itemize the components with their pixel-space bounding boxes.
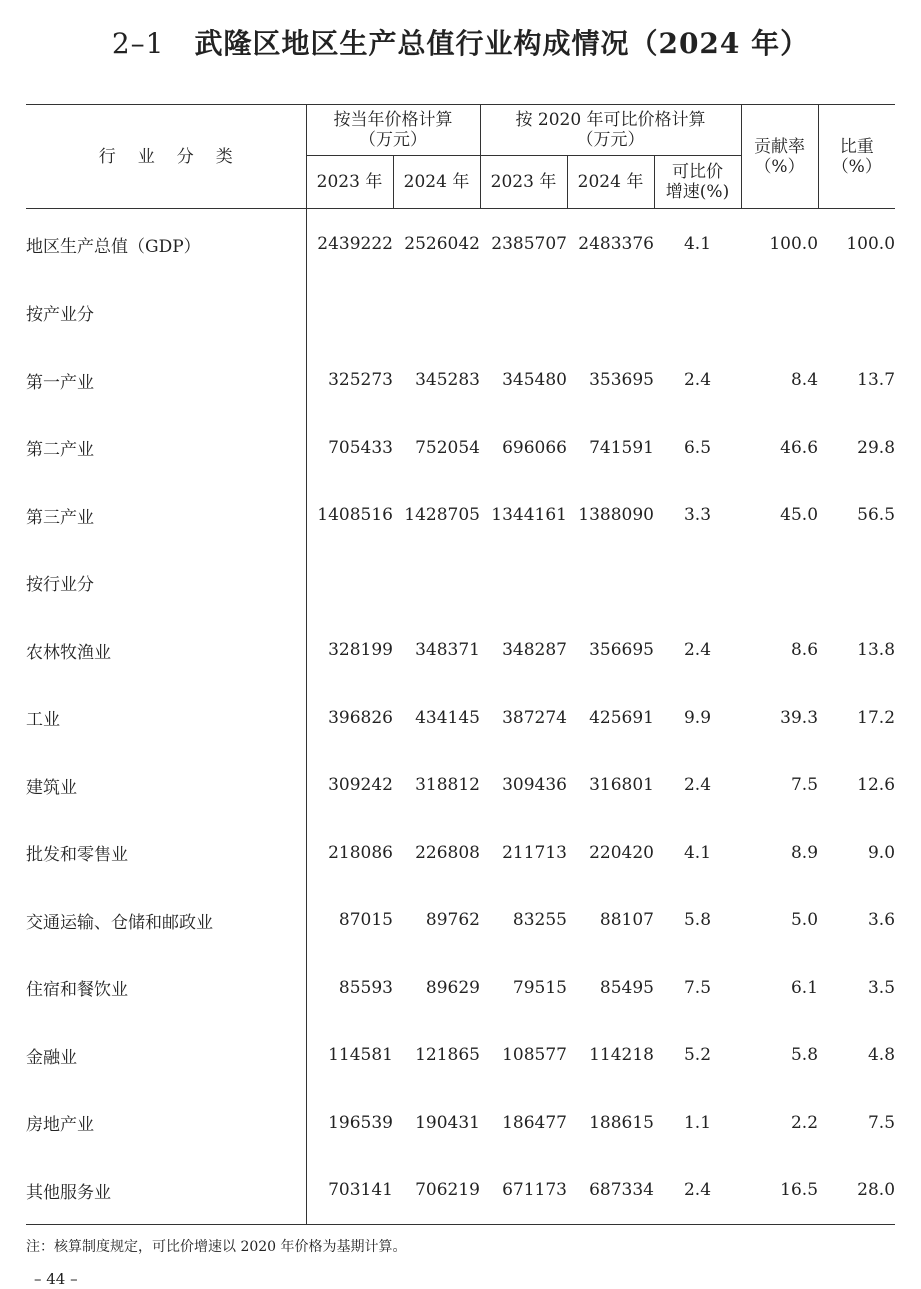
cell-comparable-2023: 671173 [502, 1180, 567, 1201]
cell-current-2024 [393, 279, 480, 347]
header-growth [654, 156, 741, 209]
header-current-price [306, 105, 480, 156]
cell-growth: 9.9 [683, 707, 712, 728]
cell-comparable-2023: 83255 [512, 910, 567, 931]
cell-share: 3.6 [867, 910, 896, 931]
header-share-label: 比重 [839, 136, 874, 157]
header-contribution-unit: （%） [754, 156, 805, 177]
cell-current-2023: 328199 [328, 640, 393, 661]
row-label: 第二产业 [26, 414, 306, 482]
table-row [26, 1089, 895, 1157]
row-label: 批发和零售业 [26, 819, 306, 887]
cell-comparable-2023: 696066 [502, 437, 567, 458]
header-comparable-2023: 2023 年 [480, 156, 567, 209]
cell-growth: 5.8 [683, 910, 712, 931]
cell-comparable-2024: 316801 [589, 775, 654, 796]
header-comparable-price [480, 105, 741, 156]
cell-contribution: 46.6 [780, 437, 819, 458]
table-row [26, 819, 895, 887]
table-row [26, 347, 895, 415]
cell-growth: 1.1 [683, 1112, 712, 1133]
cell-contribution: 45.0 [780, 505, 819, 526]
table-row [26, 482, 895, 550]
header-comparable-2024: 2024 年 [567, 156, 654, 209]
table-row [26, 414, 895, 482]
cell-current-2024 [393, 549, 480, 617]
cell-growth [654, 279, 741, 347]
cell-current-2023 [306, 549, 393, 617]
cell-growth [654, 549, 741, 617]
table-number: 2–1 [111, 27, 165, 60]
page-title [0, 22, 921, 62]
cell-growth: 2.4 [683, 775, 712, 796]
cell-comparable-2023: 348287 [502, 640, 567, 661]
cell-contribution: 5.0 [790, 910, 819, 931]
cell-share: 100.0 [846, 234, 896, 254]
cell-current-2023: 196539 [328, 1112, 393, 1133]
cell-comparable-2023: 79515 [512, 977, 567, 998]
cell-contribution: 16.5 [780, 1180, 819, 1201]
cell-contribution: 5.8 [790, 1045, 819, 1066]
cell-comparable-2023: 387274 [502, 707, 567, 728]
cell-contribution: 39.3 [780, 707, 819, 728]
cell-current-2023: 85593 [338, 977, 393, 998]
cell-comparable-2024: 353695 [589, 370, 654, 391]
row-label: 农林牧渔业 [26, 617, 306, 685]
row-label: 交通运输、仓储和邮政业 [26, 887, 306, 955]
cell-contribution: 6.1 [790, 977, 819, 998]
cell-comparable-2024 [567, 279, 654, 347]
cell-current-2024: 2526042 [404, 234, 480, 254]
cell-growth: 2.4 [683, 370, 712, 391]
header-share-unit: （%） [831, 156, 882, 177]
cell-share [818, 549, 895, 617]
header-current-price-label: 按当年价格计算 [333, 110, 453, 130]
cell-share: 28.0 [857, 1180, 896, 1201]
header-category: 行业分类 [26, 105, 306, 209]
row-label: 房地产业 [26, 1089, 306, 1157]
cell-growth: 6.5 [683, 437, 712, 458]
table-row [26, 1022, 895, 1090]
row-label: 第一产业 [26, 347, 306, 415]
header-contribution [741, 105, 818, 209]
cell-current-2024: 434145 [415, 707, 480, 728]
header-comparable-price-label: 按 2020 年可比价格计算 [515, 110, 706, 130]
cell-comparable-2023 [480, 549, 567, 617]
cell-current-2024: 706219 [415, 1180, 480, 1201]
cell-comparable-2024: 356695 [589, 640, 654, 661]
cell-comparable-2024: 425691 [589, 707, 654, 728]
cell-contribution: 8.6 [790, 640, 819, 661]
cell-share: 17.2 [857, 707, 896, 728]
cell-current-2024: 121865 [415, 1045, 480, 1066]
table-row-gdp [26, 209, 895, 280]
section-label: 按行业分 [26, 549, 306, 617]
header-growth-label: 可比价 [672, 162, 723, 182]
row-label: 建筑业 [26, 752, 306, 820]
cell-share: 13.7 [857, 370, 896, 391]
table-row [26, 954, 895, 1022]
cell-share: 29.8 [857, 437, 896, 458]
cell-share: 9.0 [867, 842, 896, 863]
table-row [26, 684, 895, 752]
cell-contribution: 8.9 [790, 842, 819, 863]
cell-current-2023: 703141 [328, 1180, 393, 1201]
cell-current-2024: 752054 [415, 437, 480, 458]
row-label: 住宿和餐饮业 [26, 954, 306, 1022]
header-current-2024: 2024 年 [393, 156, 480, 209]
cell-growth: 7.5 [683, 977, 712, 998]
cell-contribution: 8.4 [790, 370, 819, 391]
section-label: 按产业分 [26, 279, 306, 347]
table-row-section [26, 549, 895, 617]
cell-share: 56.5 [857, 505, 896, 526]
header-contribution-label: 贡献率 [754, 136, 806, 157]
cell-comparable-2023: 345480 [502, 370, 567, 391]
cell-comparable-2023: 211713 [502, 842, 567, 863]
row-label: 工业 [26, 684, 306, 752]
cell-share: 13.8 [857, 640, 896, 661]
header-current-price-unit: （万元） [359, 130, 427, 150]
cell-current-2024: 318812 [415, 775, 480, 796]
cell-comparable-2024: 687334 [589, 1180, 654, 1201]
cell-current-2023: 325273 [328, 370, 393, 391]
row-label: 其他服务业 [26, 1157, 306, 1225]
cell-share: 12.6 [857, 775, 896, 796]
cell-current-2023: 218086 [328, 842, 393, 863]
cell-current-2024: 89762 [425, 910, 480, 931]
cell-comparable-2023: 2385707 [491, 234, 567, 254]
cell-comparable-2024: 85495 [599, 977, 654, 998]
cell-comparable-2024: 114218 [589, 1045, 654, 1066]
cell-comparable-2023: 186477 [502, 1112, 567, 1133]
header-share [818, 105, 895, 209]
cell-current-2024: 190431 [415, 1112, 480, 1133]
cell-current-2023: 396826 [328, 707, 393, 728]
cell-comparable-2024: 2483376 [578, 234, 654, 254]
cell-contribution [741, 549, 818, 617]
cell-share: 7.5 [867, 1112, 896, 1133]
cell-share: 4.8 [867, 1045, 896, 1066]
footnote: 注：核算制度规定，可比价增速以 2020 年价格为基期计算。 [26, 1239, 407, 1255]
cell-comparable-2024: 188615 [589, 1112, 654, 1133]
table-row-section [26, 279, 895, 347]
cell-growth: 5.2 [683, 1045, 712, 1066]
table-title: 武隆区地区生产总值行业构成情况（2024 年） [194, 27, 810, 60]
cell-current-2024: 89629 [425, 977, 480, 998]
cell-contribution [741, 279, 818, 347]
cell-comparable-2024: 88107 [599, 910, 654, 931]
cell-comparable-2024: 1388090 [578, 505, 654, 526]
cell-contribution: 100.0 [769, 234, 819, 254]
cell-current-2024: 1428705 [404, 505, 480, 526]
row-label: 第三产业 [26, 482, 306, 550]
cell-growth: 2.4 [683, 640, 712, 661]
gdp-industry-table [26, 104, 895, 1225]
table-row [26, 752, 895, 820]
cell-current-2023: 87015 [338, 910, 393, 931]
cell-current-2023: 705433 [328, 437, 393, 458]
header-comparable-price-unit: （万元） [576, 130, 645, 150]
cell-current-2023: 1408516 [317, 505, 393, 526]
table-row [26, 887, 895, 955]
table-row [26, 617, 895, 685]
cell-growth: 3.3 [683, 505, 712, 526]
cell-comparable-2024 [567, 549, 654, 617]
cell-current-2024: 345283 [415, 370, 480, 391]
cell-growth: 2.4 [683, 1180, 712, 1201]
cell-current-2023 [306, 279, 393, 347]
table-row [26, 1157, 895, 1225]
cell-contribution: 7.5 [790, 775, 819, 796]
cell-comparable-2023: 108577 [502, 1045, 567, 1066]
cell-growth: 4.1 [683, 234, 712, 254]
cell-comparable-2023 [480, 279, 567, 347]
page-number: – 44 – [34, 1270, 78, 1288]
cell-growth: 4.1 [683, 842, 712, 863]
cell-current-2023: 2439222 [317, 234, 393, 254]
cell-current-2023: 309242 [328, 775, 393, 796]
cell-comparable-2023: 1344161 [491, 505, 567, 526]
cell-comparable-2024: 220420 [589, 842, 654, 863]
header-growth-unit: 增速(%) [665, 182, 730, 202]
header-current-2023: 2023 年 [306, 156, 393, 209]
cell-contribution: 2.2 [790, 1112, 819, 1133]
cell-comparable-2023: 309436 [502, 775, 567, 796]
row-label: 地区生产总值（GDP） [26, 209, 306, 280]
cell-current-2024: 348371 [415, 640, 480, 661]
cell-share [818, 279, 895, 347]
cell-comparable-2024: 741591 [589, 437, 654, 458]
cell-share: 3.5 [867, 977, 896, 998]
cell-current-2023: 114581 [328, 1045, 393, 1066]
cell-current-2024: 226808 [415, 842, 480, 863]
row-label: 金融业 [26, 1022, 306, 1090]
